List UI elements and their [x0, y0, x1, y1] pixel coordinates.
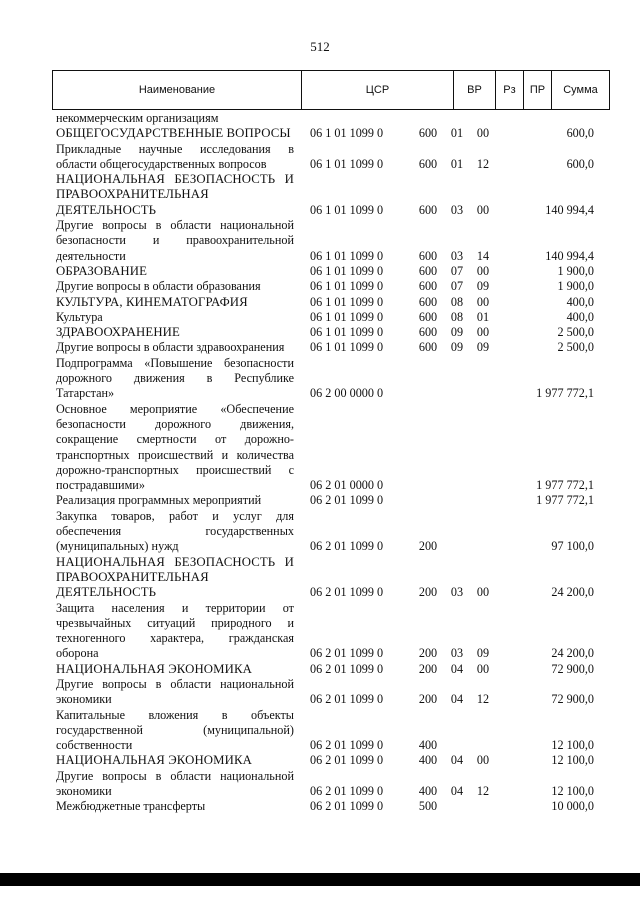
header-vr: ВР [453, 71, 495, 109]
row-sum: 1 977 772,1 [536, 478, 594, 493]
row-sum: 1 977 772,1 [536, 493, 594, 508]
table-row [56, 279, 608, 294]
row-vr: 400 [418, 784, 438, 799]
row-pr: 00 [476, 294, 490, 309]
row-rz: 03 [450, 202, 464, 217]
row-sum: 10 000,0 [551, 799, 594, 814]
row-sum: 2 500,0 [557, 340, 594, 355]
row-pr: 12 [476, 156, 490, 171]
row-name: Реализация программных мероприятий [56, 493, 262, 508]
row-rz: 04 [450, 784, 464, 799]
row-vr: 500 [418, 799, 438, 814]
row-sum: 600,0 [566, 126, 594, 141]
table-row [56, 753, 608, 768]
row-csr: 06 2 01 1099 0 [310, 692, 384, 707]
row-rz: 04 [450, 753, 464, 768]
row-csr: 06 1 01 1099 0 [310, 279, 384, 294]
row-name: Другие вопросы в области национальной экономики [56, 676, 294, 707]
row-name: ЗДРАВООХРАНЕНИЕ [56, 325, 180, 340]
table-row [56, 310, 608, 325]
row-name: Подпрограмма «Повышение безопасности дорожного движения в Республике Татарстан» [56, 355, 294, 401]
row-rz: 08 [450, 294, 464, 309]
row-csr: 06 2 01 1099 0 [310, 799, 384, 814]
page-number: 512 [310, 39, 330, 54]
row-csr: 06 1 01 1099 0 [310, 126, 384, 141]
row-csr: 06 2 01 0000 0 [310, 478, 384, 493]
header-sum: Сумма [551, 71, 609, 109]
row-csr: 06 1 01 1099 0 [310, 202, 384, 217]
row-csr: 06 2 01 1099 0 [310, 646, 384, 661]
row-vr: 600 [418, 126, 438, 141]
table-row [56, 325, 608, 340]
row-name: Прикладные научные исследования в области общегосударственных вопросов [56, 141, 294, 171]
table-row [56, 708, 608, 754]
table-row [56, 264, 608, 279]
row-rz: 01 [450, 126, 464, 141]
scan-bottom-edge [0, 873, 640, 886]
table-row [56, 340, 608, 355]
row-rz: 01 [450, 156, 464, 171]
row-name: Другие вопросы в области образования [56, 279, 261, 294]
row-csr: 06 1 01 1099 0 [310, 325, 384, 340]
row-rz: 09 [450, 325, 464, 340]
row-pr: 12 [476, 692, 490, 707]
table-row [56, 356, 608, 402]
row-sum: 140 994,4 [545, 248, 594, 263]
row-csr: 06 2 01 1099 0 [310, 539, 384, 554]
row-vr: 400 [418, 753, 438, 768]
row-vr: 200 [418, 539, 438, 554]
row-rz: 07 [450, 279, 464, 294]
row-sum: 12 100,0 [551, 753, 594, 768]
row-pr: 14 [476, 248, 490, 263]
table-body [56, 111, 608, 815]
row-vr: 200 [418, 646, 438, 661]
row-csr: 06 2 01 1099 0 [310, 784, 384, 799]
row-name: Закупка товаров, работ и услуг для обеспечения государственных (муниципальных) нужд [56, 508, 294, 554]
row-csr: 06 1 01 1099 0 [310, 294, 384, 309]
row-sum: 72 900,0 [551, 661, 594, 676]
row-csr: 06 2 01 1099 0 [310, 661, 384, 676]
row-vr: 200 [418, 661, 438, 676]
row-sum: 140 994,4 [545, 202, 594, 217]
row-name: Другие вопросы в области национальной экономики [56, 768, 294, 799]
row-pr: 00 [476, 753, 490, 768]
row-name: некоммерческим организациям [56, 111, 219, 125]
row-pr: 00 [476, 585, 490, 600]
row-pr: 00 [476, 202, 490, 217]
row-pr: 00 [476, 263, 490, 278]
row-sum: 12 100,0 [551, 738, 594, 753]
row-sum: 400,0 [566, 309, 594, 324]
row-name: НАЦИОНАЛЬНАЯ БЕЗОПАСНОСТЬ И ПРАВООХРАНИТЕЛЬНАЯ ДЕЯТЕЛЬНОСТЬ [56, 172, 294, 217]
row-csr: 06 2 01 1099 0 [310, 753, 384, 768]
header-name: Наименование [138, 84, 216, 96]
row-rz: 03 [450, 646, 464, 661]
row-sum: 1 977 772,1 [536, 386, 594, 401]
table-row [56, 126, 608, 141]
row-name: НАЦИОНАЛЬНАЯ ЭКОНОМИКА [56, 661, 252, 676]
row-rz: 04 [450, 661, 464, 676]
row-pr: 00 [476, 661, 490, 676]
row-csr: 06 1 01 1099 0 [310, 340, 384, 355]
row-rz: 03 [450, 585, 464, 600]
table-row [56, 493, 608, 508]
row-pr: 09 [476, 340, 490, 355]
row-csr: 06 2 00 0000 0 [310, 386, 384, 401]
row-vr: 600 [418, 294, 438, 309]
row-name: Другие вопросы в области национальной безопасности и правоохранительной деятельности [56, 218, 294, 263]
row-name: Культура [56, 309, 103, 324]
table-row [56, 295, 608, 310]
row-sum: 400,0 [566, 294, 594, 309]
row-vr: 600 [418, 248, 438, 263]
row-vr: 600 [418, 156, 438, 171]
header-rz: Рз [495, 71, 523, 109]
table-row [56, 799, 608, 814]
header-csr: ЦСР [301, 71, 453, 109]
row-name: ОБРАЗОВАНИЕ [56, 263, 148, 278]
row-vr: 600 [418, 340, 438, 355]
table-row [56, 662, 608, 677]
row-vr: 600 [418, 279, 438, 294]
row-rz: 04 [450, 692, 464, 707]
row-csr: 06 2 01 1099 0 [310, 493, 384, 508]
row-vr: 600 [418, 263, 438, 278]
row-name: НАЦИОНАЛЬНАЯ ЭКОНОМИКА [56, 753, 252, 768]
row-vr: 600 [418, 325, 438, 340]
row-sum: 600,0 [566, 156, 594, 171]
row-name: Капитальные вложения в объекты государственной (муниципальной) собственности [56, 707, 294, 753]
table-row [56, 769, 608, 800]
table-header [52, 70, 610, 110]
table-row [56, 509, 608, 555]
table-row [56, 555, 608, 601]
row-pr: 12 [476, 784, 490, 799]
table-row [56, 677, 608, 708]
row-pr: 00 [476, 325, 490, 340]
row-csr: 06 2 01 1099 0 [310, 585, 384, 600]
table-row [56, 111, 608, 126]
header-pr: ПР [523, 71, 551, 109]
row-vr: 600 [418, 202, 438, 217]
row-sum: 72 900,0 [551, 692, 594, 707]
row-csr: 06 2 01 1099 0 [310, 738, 384, 753]
row-sum: 1 900,0 [557, 263, 594, 278]
row-pr: 09 [476, 646, 490, 661]
row-name: КУЛЬТУРА, КИНЕМАТОГРАФИЯ [56, 294, 248, 309]
row-vr: 200 [418, 692, 438, 707]
row-csr: 06 1 01 1099 0 [310, 309, 384, 324]
row-name: Межбюджетные трансферты [56, 799, 206, 814]
row-sum: 1 900,0 [557, 279, 594, 294]
row-name: ОБЩЕГОСУДАРСТВЕННЫЕ ВОПРОСЫ [56, 126, 291, 141]
row-rz: 08 [450, 309, 464, 324]
row-csr: 06 1 01 1099 0 [310, 263, 384, 278]
row-rz: 07 [450, 263, 464, 278]
row-rz: 09 [450, 340, 464, 355]
row-sum: 24 200,0 [551, 646, 594, 661]
table-row [56, 218, 608, 264]
row-name: Защита населения и территории от чрезвычайных ситуаций природного и техногенного характера, гражданская оборона [56, 600, 294, 661]
row-name: Основное мероприятие «Обеспечение безопасности дорожного движения, сокращение смертности от дорожно-транспортных происшествий и количества дорожно-транспортных происшествий с пострадавшими» [56, 401, 294, 493]
row-sum: 12 100,0 [551, 784, 594, 799]
row-rz: 03 [450, 248, 464, 263]
row-vr: 200 [418, 585, 438, 600]
row-sum: 2 500,0 [557, 325, 594, 340]
table-row [56, 142, 608, 173]
row-pr: 09 [476, 279, 490, 294]
row-name: НАЦИОНАЛЬНАЯ БЕЗОПАСНОСТЬ И ПРАВООХРАНИТЕЛЬНАЯ ДЕЯТЕЛЬНОСТЬ [56, 554, 294, 600]
row-sum: 97 100,0 [551, 539, 594, 554]
row-csr: 06 1 01 1099 0 [310, 156, 384, 171]
table-row [56, 402, 608, 494]
row-pr: 00 [476, 126, 490, 141]
row-csr: 06 1 01 1099 0 [310, 248, 384, 263]
table-row [56, 172, 608, 218]
row-vr: 400 [418, 738, 438, 753]
table-row [56, 601, 608, 662]
row-vr: 600 [418, 309, 438, 324]
row-pr: 01 [476, 309, 490, 324]
row-sum: 24 200,0 [551, 585, 594, 600]
row-name: Другие вопросы в области здравоохранения [56, 340, 285, 355]
